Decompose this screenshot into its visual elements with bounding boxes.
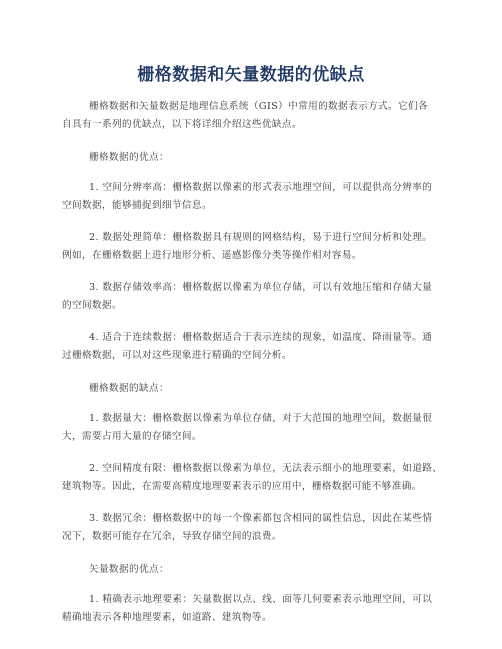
section-heading-raster-pros xyxy=(77,149,447,167)
paragraph-line: 栅格数据和矢量数据是地理信息系统（GIS）中常用的数据表示方式。它们各 xyxy=(89,101,429,112)
paragraph-line: 建筑物等。因此，在需要高精度地理要素表示的应用中，栅格数据可能不够准确。 xyxy=(62,481,422,492)
paragraph-line: 的空间数据。 xyxy=(62,300,122,311)
paragraph-line: 空间数据，能够捕捉到细节信息。 xyxy=(62,200,212,211)
paragraph-line: 2. 空间精度有限：栅格数据以像素为单位，无法表示细小的地理要素，如道路、 xyxy=(89,463,443,474)
paragraph-line: 3. 数据存储效率高：栅格数据以像素为单位存储，可以有效地压缩和存储大量 xyxy=(89,282,433,293)
document-title: 栅格数据和矢量数据的优缺点 xyxy=(137,65,365,85)
paragraph-raster-con-2 xyxy=(62,460,447,496)
paragraph-line: 栅格数据的缺点： xyxy=(89,383,169,394)
paragraph-raster-pro-2 xyxy=(62,229,447,265)
paragraph-line: 2. 数据处理简单：栅格数据具有规则的网格结构，易于进行空间分析和处理。 xyxy=(89,232,433,243)
paragraph-raster-pro-3 xyxy=(62,279,447,315)
section-heading-vector-pros xyxy=(77,561,447,579)
paragraph-raster-pro-1 xyxy=(62,179,447,215)
paragraph-intro xyxy=(62,98,447,134)
paragraph-line: 自具有一系列的优缺点，以下将详细介绍这些优缺点。 xyxy=(62,119,302,130)
paragraph-raster-con-1 xyxy=(62,410,447,446)
paragraph-line: 1. 精确表示地理要素：矢量数据以点、线、面等几何要素表示地理空间，可以 xyxy=(89,594,433,605)
paragraph-line: 精确地表示各种地理要素，如道路、建筑物等。 xyxy=(62,612,272,623)
paragraph-raster-pro-4 xyxy=(62,329,447,365)
paragraph-raster-con-3 xyxy=(62,510,447,546)
paragraph-line: 矢量数据的优点： xyxy=(89,564,169,575)
paragraph-vector-pro-1 xyxy=(62,591,447,627)
paragraph-line: 1. 数据量大：栅格数据以像素为单位存储，对于大范围的地理空间，数据量很 xyxy=(89,413,433,424)
paragraph-line: 1. 空间分辨率高：栅格数据以像素的形式表示地理空间，可以提供高分辨率的 xyxy=(89,182,433,193)
paragraph-line: 况下，数据可能存在冗余，导致存储空间的浪费。 xyxy=(62,531,282,542)
paragraph-line: 过栅格数据，可以对这些现象进行精确的空间分析。 xyxy=(62,350,292,361)
paragraph-line: 3. 数据冗余：栅格数据中的每一个像素都包含相同的属性信息，因此在某些情 xyxy=(89,513,433,524)
paragraph-line: 栅格数据的优点： xyxy=(89,152,169,163)
section-heading-raster-cons xyxy=(77,380,447,398)
paragraph-line: 大，需要占用大量的存储空间。 xyxy=(62,431,202,442)
paragraph-line: 4. 适合于连续数据：栅格数据适合于表示连续的现象，如温度、降雨量等。通 xyxy=(89,332,433,343)
paragraph-line: 例如，在栅格数据上进行地形分析、遥感影像分类等操作相对容易。 xyxy=(62,250,362,261)
